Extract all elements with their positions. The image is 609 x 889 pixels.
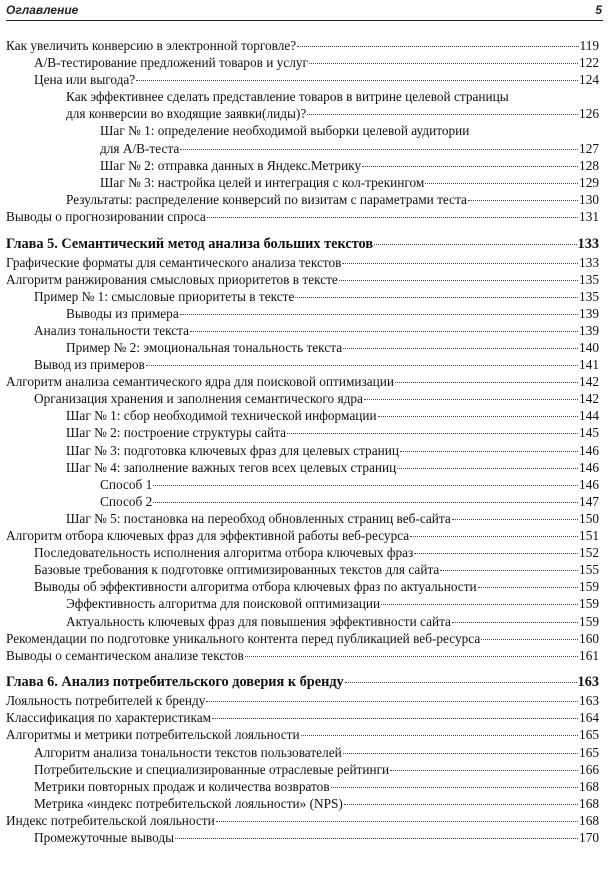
- toc-page-number: 127: [579, 140, 599, 156]
- toc-entry[interactable]: [6, 761, 599, 778]
- toc-entry-title: Алгоритмы и метрики потребительской лояльности: [6, 727, 300, 743]
- toc-entry-title: Глава 6. Анализ потребительского доверия к бренду: [6, 674, 344, 691]
- toc-entry-title: Пример № 1: смысловые приоритеты в тексте: [34, 288, 295, 304]
- dot-leader: [297, 46, 578, 47]
- dot-leader: [395, 382, 578, 383]
- toc-page-number: 124: [579, 72, 599, 88]
- toc-page-number: 145: [579, 425, 599, 441]
- toc-entry[interactable]: [6, 322, 599, 339]
- dot-leader: [390, 770, 578, 771]
- toc-entry-title: Алгоритм отбора ключевых фраз для эффективной работы веб-ресурса: [6, 528, 410, 544]
- toc-page-number: 168: [579, 778, 599, 794]
- toc-entry[interactable]: [6, 288, 599, 305]
- toc-entry[interactable]: [6, 339, 599, 356]
- toc-entry[interactable]: [6, 157, 599, 174]
- dot-leader: [301, 735, 578, 736]
- toc-entry-title: для A/B-теста: [100, 140, 180, 156]
- toc-page-number: 163: [579, 693, 599, 709]
- toc-entry-title: Индекс потребительской лояльности: [6, 812, 215, 828]
- toc-entry[interactable]: [6, 692, 599, 709]
- toc-entry-title: Шаг № 2: построение структуры сайта: [66, 425, 286, 441]
- dot-leader: [175, 838, 578, 839]
- toc-page-number: 146: [579, 442, 599, 458]
- toc-entry[interactable]: [6, 424, 599, 441]
- toc-entry-title: Результаты: распределение конверсий по визитам с параметрами теста: [66, 191, 467, 207]
- toc-page-number: 159: [579, 579, 599, 595]
- toc-page-number: 128: [579, 157, 599, 173]
- dot-leader: [362, 166, 578, 167]
- dot-leader: [452, 519, 578, 520]
- toc-entry-title: Графические форматы для семантического анализа текстов: [6, 254, 342, 270]
- dot-leader: [295, 297, 578, 298]
- toc-entry-title: Шаг № 3: подготовка ключевых фраз для целевых страниц: [66, 442, 399, 458]
- dot-leader: [425, 183, 578, 184]
- toc-page-number: 166: [579, 761, 599, 777]
- toc-entry[interactable]: [6, 613, 599, 630]
- toc-entry-title: Выводы об эффективности алгоритма отбора ключевых фраз по актуальности: [34, 579, 477, 595]
- toc-entry-title: Выводы из примера: [66, 305, 179, 321]
- dot-leader: [414, 553, 578, 554]
- dot-leader: [345, 682, 577, 683]
- dot-leader: [378, 416, 578, 417]
- dot-leader: [364, 399, 578, 400]
- toc-page-number: 146: [579, 459, 599, 475]
- toc-page-number: 126: [579, 106, 599, 122]
- toc-entry[interactable]: [6, 174, 599, 191]
- dot-leader: [206, 701, 578, 702]
- toc-page-number: 150: [579, 510, 599, 526]
- toc-entry-title: Выводы о прогнозировании спроса: [6, 208, 206, 224]
- header-page-number: 5: [595, 3, 602, 17]
- dot-leader: [452, 622, 578, 623]
- toc-page-number: 130: [579, 191, 599, 207]
- toc-entry[interactable]: [6, 510, 599, 527]
- toc-entry[interactable]: [6, 54, 599, 71]
- toc-entry-title: Вывод из примеров: [34, 357, 145, 373]
- toc-entry-title: Шаг № 1: сбор необходимой технической информации: [66, 408, 377, 424]
- toc-page-number: 151: [579, 528, 599, 544]
- toc-entry[interactable]: [6, 829, 599, 846]
- section-gap: [6, 225, 599, 235]
- dot-leader: [212, 718, 578, 719]
- dot-leader: [343, 753, 578, 754]
- toc-entry-title: Последовательность исполнения алгоритма отбора ключевых фраз: [34, 545, 414, 561]
- toc-entry[interactable]: [6, 527, 599, 544]
- toc-page-number: 160: [579, 630, 599, 646]
- toc-entry[interactable]: [6, 561, 599, 578]
- dot-leader: [307, 114, 578, 115]
- dot-leader: [397, 468, 578, 469]
- dot-leader: [207, 217, 578, 218]
- dot-leader: [374, 244, 576, 245]
- toc-page-number: 159: [579, 596, 599, 612]
- dot-leader: [440, 570, 578, 571]
- toc-page-number: 170: [579, 830, 599, 846]
- toc-entry[interactable]: [6, 208, 599, 225]
- toc-entry[interactable]: [6, 71, 599, 88]
- toc-entry-title: Глава 5. Семантический метод анализа больших текстов: [6, 235, 374, 252]
- dot-leader: [381, 604, 578, 605]
- toc-page-number: 122: [579, 55, 599, 71]
- toc-entry-first-line: [6, 88, 599, 105]
- dot-leader: [216, 821, 578, 822]
- dot-leader: [245, 656, 578, 657]
- dot-leader: [146, 365, 578, 366]
- toc-page-number: 140: [579, 340, 599, 355]
- toc-entry[interactable]: [6, 595, 599, 612]
- toc-entry-title: Метрика «индекс потребительской лояльности» (NPS): [34, 795, 343, 811]
- toc-entry-title: Базовые требования к подготовке оптимизированных текстов для сайта: [34, 562, 440, 578]
- dot-leader: [331, 787, 578, 788]
- toc-page-number: 165: [579, 727, 599, 743]
- toc-page-number: 163: [577, 674, 599, 691]
- toc-entry-first-line: [6, 122, 599, 139]
- toc-entry[interactable]: [6, 105, 599, 122]
- toc-entry[interactable]: [6, 544, 599, 561]
- toc-entry[interactable]: [6, 630, 599, 647]
- toc-entry-title: Способ 1: [100, 476, 153, 492]
- toc-page-number: 164: [579, 710, 599, 726]
- toc-entry-title: Эффективность алгоритма для поисковой оптимизации: [66, 596, 381, 612]
- section-gap: [6, 664, 599, 674]
- toc-page-number: 139: [579, 305, 599, 321]
- toc-page-number: 144: [579, 408, 599, 424]
- dot-leader: [180, 149, 578, 150]
- toc-entry[interactable]: [6, 356, 599, 373]
- dot-leader: [287, 433, 578, 434]
- toc-entry[interactable]: [6, 812, 599, 829]
- toc-entry-title: Алгоритм анализа тональности текстов пользователей: [34, 744, 342, 760]
- dot-leader: [342, 263, 578, 264]
- toc-entry[interactable]: [6, 493, 599, 510]
- toc-entry[interactable]: [6, 442, 599, 459]
- toc-entry-title: Шаг № 4: заполнение важных тегов всех целевых страниц: [66, 459, 397, 475]
- toc-entry-title: Потребительские и специализированные отраслевые рейтинги: [34, 761, 390, 777]
- dot-leader: [339, 280, 578, 281]
- toc-entry[interactable]: [6, 476, 599, 493]
- toc-entry-title: Цена или выгода?: [34, 72, 136, 88]
- toc-page-number: 142: [579, 391, 599, 407]
- toc-entry[interactable]: [6, 37, 599, 54]
- toc-entry-title: для конверсии во входящие заявки(лиды)?: [66, 106, 307, 122]
- toc-page-number: 119: [579, 38, 599, 53]
- header-title: Оглавление: [6, 3, 79, 17]
- toc-entry[interactable]: [6, 778, 599, 795]
- toc-page-number: 135: [579, 288, 599, 304]
- toc-entry-title: Шаг № 2: отправка данных в Яндекс.Метрику: [100, 157, 362, 173]
- toc-entry[interactable]: [6, 795, 599, 812]
- toc-entry-title: Рекомендации по подготовке уникального контента перед публикацией веб-ресурса: [6, 630, 481, 646]
- toc-page-number: 152: [579, 545, 599, 561]
- toc-page-number: 147: [579, 493, 599, 509]
- toc-page-number: 165: [579, 744, 599, 760]
- toc-page-number: 146: [579, 476, 599, 492]
- toc-entry-title: Выводы о семантическом анализе текстов: [6, 647, 244, 663]
- toc-entry[interactable]: [6, 390, 599, 407]
- dot-leader: [190, 331, 578, 332]
- running-header: [6, 3, 603, 21]
- toc-entry[interactable]: [6, 254, 599, 271]
- table-of-contents: [6, 37, 599, 846]
- toc-entry[interactable]: [6, 305, 599, 322]
- toc-page-number: 161: [579, 647, 599, 663]
- toc-page-number: 168: [579, 812, 599, 828]
- toc-entry-title: A/B-тестирование предложений товаров и услуг: [34, 55, 308, 71]
- toc-entry-title: Алгоритм анализа семантического ядра для поисковой оптимизации: [6, 374, 394, 390]
- dot-leader: [478, 587, 578, 588]
- dot-leader: [400, 451, 578, 452]
- toc-entry-title: Как увеличить конверсию в электронной торговле?: [6, 38, 297, 53]
- toc-entry[interactable]: [6, 647, 599, 664]
- toc-page-number: 159: [579, 613, 599, 629]
- toc-entry-title: Промежуточные выводы: [34, 830, 175, 846]
- toc-entry-title: Алгоритм ранжирования смысловых приоритетов в тексте: [6, 271, 338, 287]
- dot-leader: [136, 80, 578, 81]
- dot-leader: [153, 485, 578, 486]
- toc-page-number: 131: [579, 208, 599, 224]
- toc-entry-title: Шаг № 3: настройка целей и интеграция с кол-трекингом: [100, 174, 425, 190]
- toc-entry-title: Классификация по характеристикам: [6, 710, 212, 726]
- toc-entry[interactable]: [6, 744, 599, 761]
- dot-leader: [343, 348, 578, 349]
- dot-leader: [309, 63, 578, 64]
- toc-page-number: 155: [579, 562, 599, 578]
- toc-page-number: 141: [579, 357, 599, 373]
- dot-leader: [468, 200, 578, 201]
- dot-leader: [344, 804, 578, 805]
- toc-entry[interactable]: [6, 407, 599, 424]
- toc-entry-title: Анализ тональности текста: [34, 322, 190, 338]
- dot-leader: [410, 536, 578, 537]
- toc-entry-title: Способ 2: [100, 493, 153, 509]
- toc-entry[interactable]: [6, 709, 599, 726]
- toc-chapter-heading[interactable]: [6, 673, 599, 692]
- toc-entry-title: Шаг № 1: определение необходимой выборки целевой аудитории: [100, 123, 470, 139]
- toc-entry-title: Как эффективнее сделать представление товаров в витрине целевой страницы: [66, 89, 509, 105]
- toc-entry-title: Метрики повторных продаж и количества возвратов: [34, 778, 330, 794]
- toc-page-number: 168: [579, 795, 599, 811]
- toc-page-number: 135: [579, 271, 599, 287]
- toc-entry-title: Шаг № 5: постановка на переобход обновленных страниц веб-сайта: [66, 510, 451, 526]
- toc-entry-title: Актуальность ключевых фраз для повышения эффективности сайта: [66, 613, 451, 629]
- dot-leader: [153, 502, 578, 503]
- toc-entry[interactable]: [6, 578, 599, 595]
- toc-page-number: 133: [579, 254, 599, 270]
- dot-leader: [180, 314, 578, 315]
- toc-page-number: 139: [579, 322, 599, 338]
- dot-leader: [481, 639, 578, 640]
- toc-entry[interactable]: [6, 271, 599, 288]
- toc-chapter-heading[interactable]: [6, 235, 599, 254]
- toc-page-number: 129: [579, 174, 599, 190]
- toc-page-number: 142: [579, 374, 599, 390]
- toc-entry[interactable]: [6, 140, 599, 157]
- toc-entry[interactable]: [6, 459, 599, 476]
- toc-entry[interactable]: [6, 191, 599, 208]
- toc-entry[interactable]: [6, 373, 599, 390]
- toc-entry-title: Лояльность потребителей к бренду: [6, 693, 206, 709]
- toc-entry-title: Пример № 2: эмоциональная тональность текста: [66, 340, 343, 355]
- toc-entry-title: Организация хранения и заполнения семантического ядра: [34, 391, 363, 407]
- toc-entry[interactable]: [6, 726, 599, 743]
- toc-page-number: 133: [577, 235, 599, 252]
